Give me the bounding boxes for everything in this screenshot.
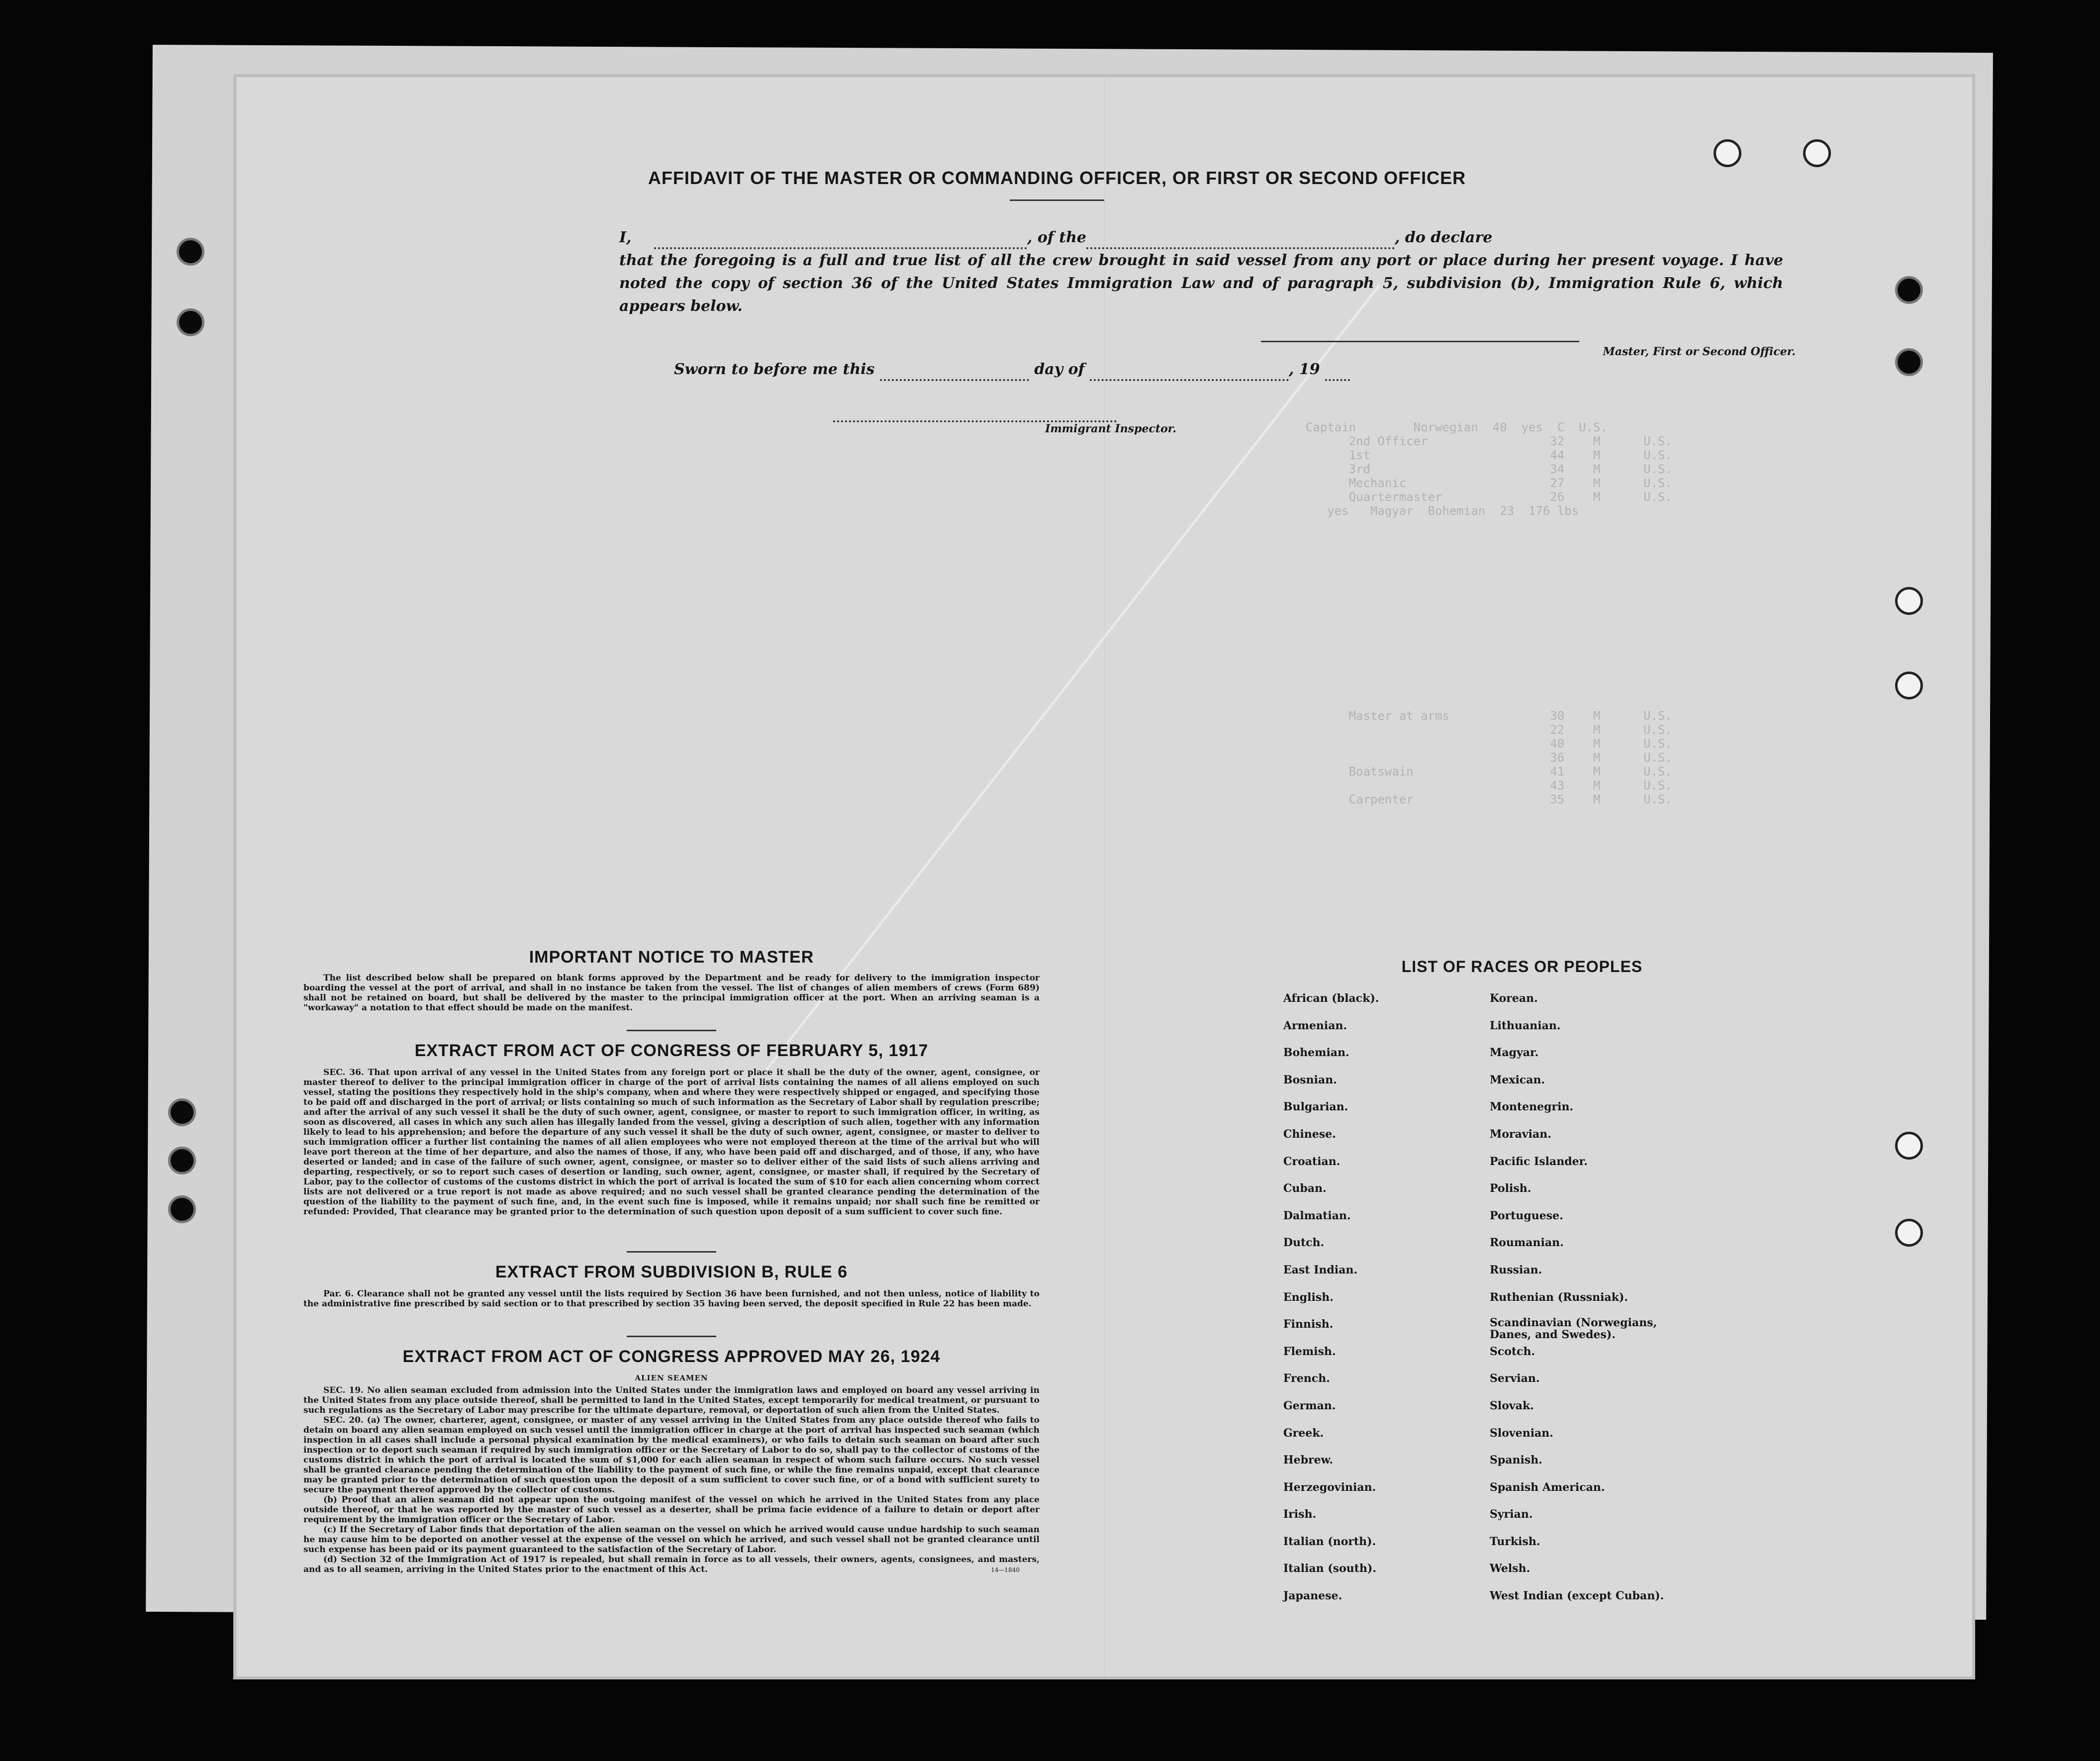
punch-hole [1895, 672, 1923, 699]
race-item: Moravian. [1490, 1127, 1551, 1141]
race-item: French. [1283, 1372, 1330, 1385]
punch-hole [1895, 348, 1923, 376]
binder-hole [177, 238, 204, 266]
race-item: African (black). [1283, 992, 1379, 1005]
binder-hole [168, 1195, 196, 1223]
race-item: Servian. [1490, 1372, 1540, 1385]
race-item: Japanese. [1283, 1589, 1342, 1603]
extract-1924-title: EXTRACT FROM ACT OF CONGRESS APPROVED MAY 26, 1924 [402, 1347, 941, 1366]
do-declare-label: , do declare [1395, 229, 1493, 246]
race-item: Magyar. [1490, 1046, 1539, 1060]
sworn-day-field[interactable] [880, 359, 1029, 381]
inspector-signature-block [833, 405, 1176, 435]
notice-title: IMPORTANT NOTICE TO MASTER [529, 948, 814, 967]
punch-hole [1895, 276, 1923, 304]
races-right-column [1490, 991, 1699, 1616]
manifest-page [236, 77, 1972, 1676]
race-item: Scotch. [1490, 1345, 1535, 1358]
race-item: English. [1283, 1290, 1334, 1304]
i-prefix: I, [619, 229, 632, 246]
race-item: Dutch. [1283, 1236, 1325, 1250]
race-item: West Indian (except Cuban). [1490, 1589, 1664, 1603]
form-number: 14—1840 [991, 1566, 1020, 1573]
race-item: Roumanian. [1490, 1236, 1564, 1250]
vessel-name-field[interactable] [1086, 227, 1395, 249]
master-signature-block [1261, 341, 1796, 358]
races-title: LIST OF RACES OR PEOPLES [1401, 958, 1643, 976]
master-signature-line[interactable] [1261, 341, 1579, 342]
extract-rule6-section [303, 1251, 1040, 1309]
race-item: Spanish American. [1490, 1480, 1605, 1494]
race-item: Syrian. [1490, 1508, 1533, 1521]
punch-hole [1895, 1132, 1923, 1160]
bleed-through-text: Master at arms 30 M U.S. 22 M U.S. 40 M U.S. 36 M U.S. Boatswain 41 M U.S. 43 M U.S. Carpenter 35 M U.S. [1348, 709, 1672, 806]
sec20b-paragraph: (b) Proof that an alien seaman did not appear upon the outgoing manifest of the vessel on which he arrived in the United States from any place outside thereof, or that he was reported by the master of such vessel as a deserter, shall be prima facie evidence of a failure to detain or deport after requirement by the immigration officer or the Secretary of Labor. [303, 1495, 1040, 1525]
binder-hole [168, 1147, 196, 1174]
race-item: Pacific Islander. [1490, 1155, 1588, 1168]
day-of-label: day of [1034, 361, 1085, 378]
race-item: Cuban. [1283, 1182, 1327, 1195]
race-item: Bulgarian. [1283, 1100, 1348, 1114]
races-list [1283, 991, 1701, 1616]
race-item: Ruthenian (Russniak). [1490, 1290, 1628, 1304]
title-rule [1010, 199, 1104, 201]
race-item: Scandinavian (Norwegians, Danes, and Swedes). [1490, 1316, 1657, 1342]
race-item: Armenian. [1283, 1019, 1347, 1032]
affidavit-title: AFFIDAVIT OF THE MASTER OR COMMANDING OFFICER, OR FIRST OR SECOND OFFICER [648, 168, 1466, 188]
extract-1924-section [303, 1336, 1040, 1573]
sec20d-paragraph: (d) Section 32 of the Immigration Act of 1917 is repealed, but shall remain in force as to all vessels, their owners, agents, consignees, and masters, and as to all seamen, arriving in the United States prior to the enactment of this Act. [303, 1555, 1040, 1574]
sworn-line [674, 358, 1350, 381]
race-item: Italian (north). [1283, 1535, 1376, 1548]
race-item: Finnish. [1283, 1318, 1334, 1331]
of-the-label: , of the [1027, 229, 1087, 246]
section-rule [627, 1336, 716, 1337]
race-item: Chinese. [1283, 1127, 1336, 1141]
inspector-caption: Immigrant Inspector. [1045, 422, 1176, 435]
sworn-month-field[interactable] [1090, 359, 1289, 381]
race-item: Irish. [1283, 1508, 1317, 1521]
punch-hole [1895, 1219, 1923, 1247]
race-item: Slovenian. [1490, 1426, 1553, 1440]
race-item: Hebrew. [1283, 1454, 1334, 1467]
race-item: German. [1283, 1399, 1336, 1412]
race-item: Herzegovinian. [1283, 1480, 1376, 1494]
inspector-signature-line[interactable] [833, 405, 1117, 422]
race-item: Polish. [1490, 1182, 1531, 1195]
race-item: Welsh. [1490, 1562, 1530, 1575]
race-item: East Indian. [1283, 1263, 1358, 1276]
race-item: Bohemian. [1283, 1046, 1349, 1060]
punch-hole [1714, 139, 1741, 167]
race-item: Mexican. [1490, 1073, 1545, 1086]
extract-rule6-title: EXTRACT FROM SUBDIVISION B, RULE 6 [495, 1263, 848, 1281]
race-item: Portuguese. [1490, 1209, 1563, 1222]
race-item: Russian. [1490, 1263, 1542, 1276]
affidavit-section [465, 168, 1649, 201]
race-item: Spanish. [1490, 1454, 1542, 1467]
extract-1917-body: SEC. 36. That upon arrival of any vessel in the United States from any foreign port or place it shall be the duty of the owner, agent, consignee, or master thereof to deliver to the principal immigration officer in charge of the port of arrival lists containing the names of all aliens employed on such vessel, stating the positions they respectively hold in the ship's company, when and where they were respectively shipped or engaged, and specifying those to be paid off and discharged in the port of arrival; or lists containing so much of such information as the Secretary of Labor shall by regulation prescribe; and after the arrival of any such vessel it shall be the duty of such owner, agent, consignee, or master to report to such immigration officer, in writing, as soon as discovered, all cases in which any such alien has illegally landed from the vessel, giving a description of such alien, together with any information likely to lead to his apprehension; and before the departure of any such vessel it shall be the duty of such owner, agent, consignee, or master to deliver to such immigration officer a further list containing the names of all alien employees who were not employed thereon at the time of the arrival but who will leave port thereon at the time of her departure, and also the names of those, if any, who have been paid off and discharged, and of those, if any, who have deserted or landed; and in case of the failure of such owner, agent, consignee, or master so to deliver either of the said lists of such aliens arriving and departing, respectively, or so to report such cases of desertion or landing, such owner, agent, consignee, or master shall, if required by the Secretary of Labor, pay to the collector of customs of the customs district in which the port of arrival is located the sum of $10 for each alien concerning whom correct lists are not delivered or a true report is not made as above required; and no such vessel shall be granted clearance pending the determination of the question of the liability to the payment of such fine, and, in the event such fine is imposed, while it remains unpaid; nor shall such fine be remitted or refunded: Provided, That clearance may be granted prior to the determination of such question upon deposit of a sum sufficient to cover such fine. [303, 1068, 1040, 1217]
master-caption: Master, First or Second Officer. [1603, 345, 1796, 358]
race-item: Slovak. [1490, 1399, 1534, 1412]
sec20c-paragraph: (c) If the Secretary of Labor finds that deportation of the alien seaman on the vessel on which he arrived would cause undue hardship to such seaman he may cause him to be deported on another vessel at the expense of the vessel on which he arrived, and such vessel shall not be granted clearance until such expense has been paid or its payment guaranteed to the satisfaction of the Secretary of Labor. [303, 1525, 1040, 1555]
affidavit-statement: that the foregoing is a full and true list of all the crew brought in said vessel from any port or place during her present voyage. I have noted the copy of section 36 of the United States Immigration Law and of paragraph 5, subdivision (b), Immigration Rule 6, which appears below. [619, 252, 1783, 315]
notice-body: The list described below shall be prepared on blank forms approved by the Department and be ready for delivery to the immigration inspector boarding the vessel at the port of arrival, and shall in no instance be taken from the vessel. The list of changes of alien members of crews (Form 689) shall not be retained on board, but shall be delivered by the master to the principal immigration officer at the port. When an arriving seaman is a "workaway" a notation to that effect should be made on the manifest. [303, 973, 1040, 1013]
race-item: Korean. [1490, 992, 1538, 1005]
races-left-column [1283, 991, 1490, 1616]
race-item: Lithuanian. [1490, 1019, 1561, 1032]
sworn-year-field[interactable] [1325, 359, 1350, 381]
sec19-paragraph: SEC. 19. No alien seaman excluded from admission into the United States under the immigration laws and employed on board any vessel arriving in the United States from any place outside thereof, shall be permitted to land in the United States, except temporarily for medical treatment, or pursuant to such regulations as the Secretary of Labor may prescribe for the ultimate departure, removal, or deportation of such alien from the United States. [303, 1385, 1040, 1415]
race-item: Dalmatian. [1283, 1209, 1351, 1222]
race-item: Turkish. [1490, 1535, 1540, 1548]
race-item: Flemish. [1283, 1345, 1336, 1358]
year-prefix: , 19 [1289, 361, 1320, 378]
bleed-through-text: Captain Norwegian 40 yes C U.S. 2nd Officer 32 M U.S. 1st 44 M U.S. 3rd 34 M U.S. Mechanic 27 M U.S. Quartermaster 26 M U.S. yes Magyar Bohemian 23 176 lbs [1306, 420, 1672, 518]
officer-name-field[interactable] [654, 227, 1027, 249]
race-item: Greek. [1283, 1426, 1324, 1440]
races-section [1283, 958, 1701, 1616]
binder-hole [177, 308, 204, 336]
extract-1917-title: EXTRACT FROM ACT OF CONGRESS OF FEBRUARY 5, 1917 [414, 1041, 929, 1060]
extract-1917-section [303, 1030, 1040, 1217]
sec20a-paragraph: SEC. 20. (a) The owner, charterer, agent, consignee, or master of any vessel arriving in the United States from any place outside thereof who fails to detain on board any alien seaman employed on such vessel until the immigration officer in charge at the port of arrival has inspected such seaman (which inspection in all cases shall include a personal physical examination by the medical examiners), or who fails to detain such seaman on board after such inspection or to deport such seaman if required by such immigration officer or the Secretary of Labor to do so, shall pay to the collector of customs of the customs district in which the port of arrival is located the sum of $1,000 for each alien seaman in respect of whom such failure occurs. No such vessel shall be granted clearance pending the determination of the liability to the payment of such fine, or while the fine remains unpaid, except that clearance may be granted prior to the determination of such question upon the deposit of a sum sufficient to cover such fine, or of a bond with sufficient surety to secure the payment thereof approved by the collector of customs. [303, 1415, 1040, 1495]
race-item: Montenegrin. [1490, 1100, 1574, 1114]
punch-hole [1803, 139, 1831, 167]
alien-seamen-subtitle: ALIEN SEAMEN [635, 1373, 708, 1382]
binder-hole [168, 1098, 196, 1126]
section-rule [627, 1030, 716, 1031]
affidavit-body [619, 226, 1783, 318]
sworn-prefix: Sworn to before me this [674, 361, 875, 378]
race-item: Italian (south). [1283, 1562, 1377, 1575]
punch-hole [1895, 587, 1923, 615]
race-item: Croatian. [1283, 1155, 1340, 1168]
notice-section [303, 948, 1040, 1013]
race-item: Bosnian. [1283, 1073, 1337, 1086]
extract-rule6-body: Par. 6. Clearance shall not be granted any vessel until the lists required by Section 36 have been furnished, and not then unless, notice of liability to the administrative fine prescribed by said section or to that prescribed by section 35 having been served, the deposit specified in Rule 22 has been made. [303, 1289, 1040, 1309]
section-rule [627, 1251, 716, 1253]
